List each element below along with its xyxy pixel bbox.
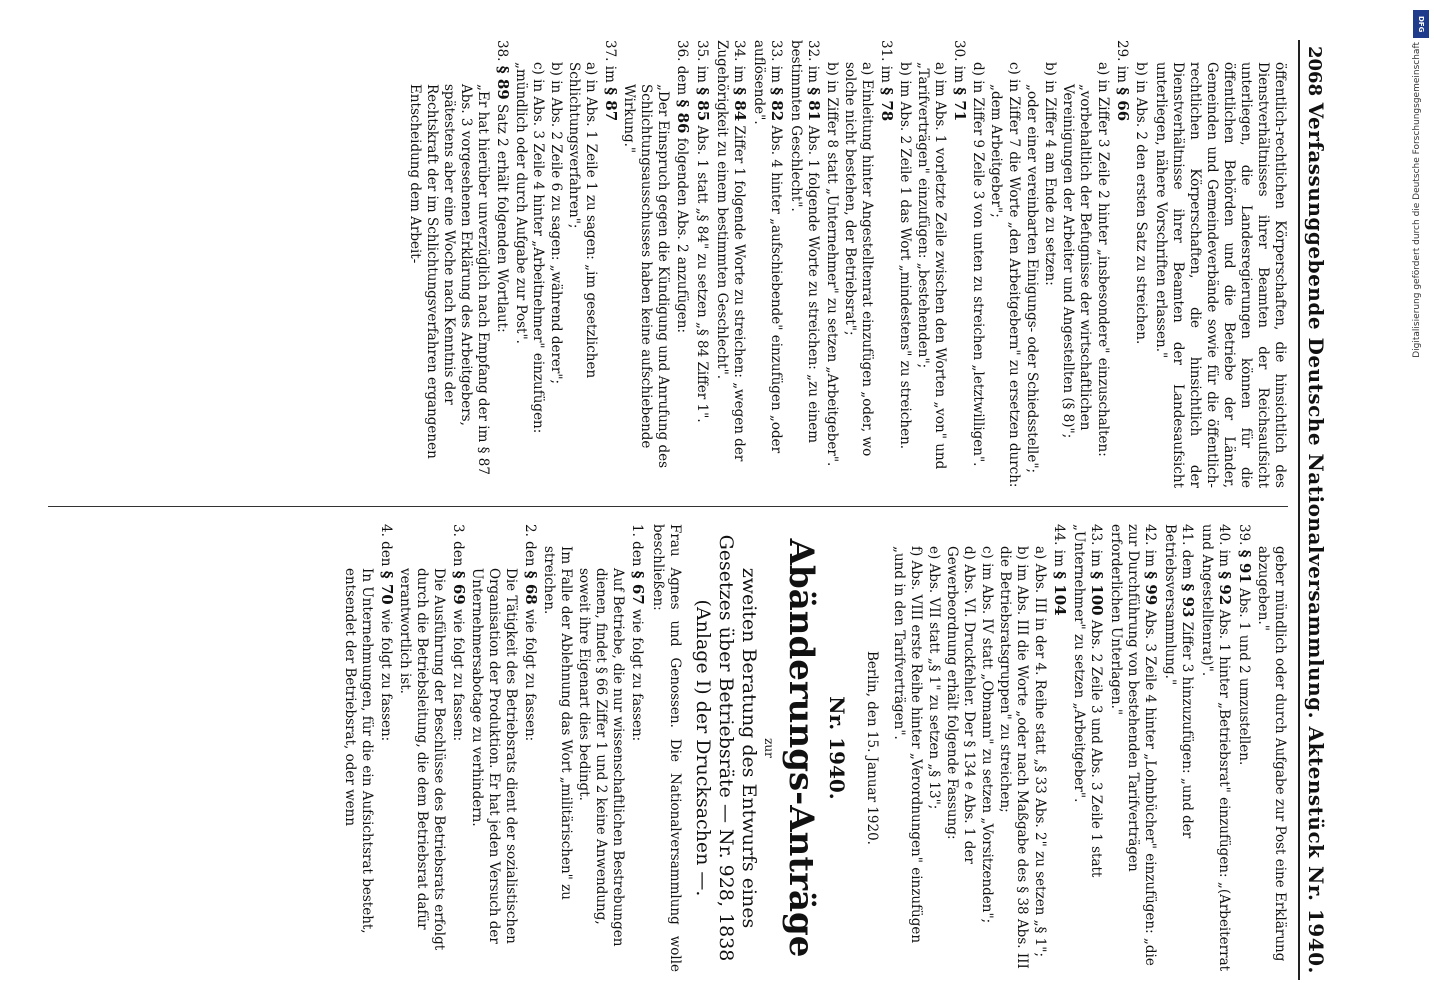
amendment-32: 32. im § 81 Abs. 1 folgende Worte zu streichen: „zu einem bestimmten Geschlecht". [788, 40, 823, 444]
paragraph: Im Falle der Ablehnung das Wort „militärischen" zu streichen. [541, 546, 574, 900]
sub-item: f) Abs. VIII erste Reihe hinter „Verordnungen" einzufügen „und in den Tarifverträgen". [891, 546, 924, 944]
document-zur: zur [762, 738, 776, 758]
sub-item: a) in Abs. 1 Zeile 1 zu sagen: „im gesetzlichen Schlichtungsverfahren"; [566, 62, 599, 379]
page-header [1298, 40, 1334, 980]
amendment-34: 34. im § 84 Ziffer 1 folgende Worte zu streichen: „wegen der Zugehörigkeit zu einem bestimmten Geschlecht". [714, 40, 749, 462]
sub-item: c) in Ziffer 7 die Worte „den Arbeitgebern" zu ersetzen durch: [1006, 62, 1022, 488]
page-number: 2068 [1304, 46, 1325, 97]
amendment-41: 41. dem § 93 Ziffer 3 hinzuzufügen: „und der Betriebsversammlung." [1162, 524, 1197, 839]
quote: „dem Arbeitgeber"; [988, 84, 1004, 218]
amendment-42: 42. im § 99 Abs. 3 Zeile 4 hinter „Lohnbücher" einzufügen: „die zur Durchführung von bestehenden Tarifverträgen erforderlichen Unterlagen." [1108, 524, 1160, 966]
sub-item: d) Abs. VI. Druckfehler. Der § 134 e Abs. 1 der Gewerbeordnung erhält folgende Fassung: [944, 546, 977, 864]
quote: „Er hat hierüber unverzüglich nach Empfang der im § 87 Abs. 3 vorgesehenen Erklärung des Arbeitgebers, spätestens aber eine Woche nach Kenntnis der Rechtskraft der im Schlichtungsverfahren ergangenen Entscheidung dem Arbeit- [407, 84, 491, 475]
sub-item: b) in Abs. 2 Zeile 6 zu sagen: „während derer"; [548, 62, 564, 385]
sub-item: d) in Ziffer 9 Zeile 3 von unten zu streichen „letztwilligen". [970, 62, 986, 467]
sub-item: e) Abs. VII statt „§ 1" zu setzen „§ 13"; [926, 546, 942, 810]
digitization-note: Digitalisierung gefördert durch die Deutsche Forschungsgemeinschaft [1412, 42, 1422, 358]
sub-item: b) im Abs. III die Worte „oder nach Maßgabe des § 38 Abs. III die Betriebsratsgruppen" zu streichen; [997, 546, 1030, 969]
paragraph: öffentlich-rechtlichen Körperschaften, die hinsichtlich des Dienstverhältnisses ihrer Beamten der Reichsaufsicht unterliegen, die Landesregierungen können für die öffentlichen Behörden und die Betriebe der Länder, Gemeinden und Gemeindeverbände sowie für die öffentlich-rechtlichen Körperschaften, die hinsichtlich der Dienstverhältnisse ihrer Beamten der Landesaufsicht unterliegen, nähere Vorschriften erlassen." [1153, 62, 1288, 488]
sub-item: b) in Ziffer 8 statt „Unternehmer" zu setzen „Arbeitgeber". [824, 62, 840, 467]
amendment-39: 39. § 91 Abs. 1 und 2 umzustellen. [1236, 524, 1254, 766]
sub-item: c) in Abs. 3 Zeile 4 hinter „Arbeitnehmer" einzufügen: „mündlich oder durch Aufgabe zur Post". [513, 62, 546, 434]
sub-item: a) in Ziffer 3 Zeile 2 hinter „insbesondere" einzuschalten: [1095, 62, 1111, 457]
document-title: Abänderungs-Anträge [781, 538, 821, 958]
scan-margin-note [1410, 8, 1432, 992]
motion-2: 2. den § 68 wie folgt zu fassen: [522, 524, 540, 742]
sub-item: a) Einleitung hinter Angestelltenrat einzufügen „oder, wo solche nicht bestehen, der Betriebsrat"; [842, 62, 875, 457]
amendment-31: 31. im § 78 [878, 40, 896, 122]
amendment-40: 40. im § 92 Abs. 1 hinter „Betriebsrat" einzufügen: „(Arbeiterrat und Angestelltenrat)". [1199, 524, 1234, 972]
scanned-page [34, 40, 1334, 980]
document-number: Nr. 1940. [825, 696, 849, 800]
motion-intro: Frau Agnes und Genossen. Die Nationalversammlung wolle beschließen: [650, 524, 683, 972]
amendment-35: 35. im § 85 Abs. 1 statt „§ 84" zu setzen „§ 84 Ziffer 1". [694, 40, 712, 423]
dfg-logo: DFG [1413, 10, 1429, 38]
sub-item: b) in Ziffer 4 am Ende zu setzen: [1042, 62, 1058, 286]
sub-item: a) Abs. III in der 4. Reihe statt „§ 33 Abs. 2" zu setzen „§ 1"; [1032, 546, 1048, 958]
document-subtitle: zweiten Beratung des Entwurfs eines Gesetzes über Betriebsräte — Nr. 928, 1838 (Anlage I) der Drucksachen —. [692, 534, 760, 962]
amendment-44: 44. im § 104 [1051, 524, 1069, 616]
quote: „Der Einspruch gegen die Kündigung und Anrufung des Schlichtungsausschusses haben keine aufschiebende Wirkung." [621, 84, 671, 469]
amendment-29: 29. im § 66 [1114, 40, 1132, 122]
amendment-30: 30. im § 71 [951, 40, 969, 122]
quote: Die Tätigkeit des Betriebsrats dient der sozialistischen Organisation der Produktion. Er hat jeden Versuch der Unternehmersabotage zu verhindern. [469, 568, 519, 944]
amendment-33: 33. im § 82 Abs. 4 hinter „aufschiebende" einzufügen „oder auflösende". [751, 40, 786, 454]
date-line: Berlin, den 15. Januar 1920. [864, 651, 880, 845]
motion-1: 1. den § 67 wie folgt zu fassen: [629, 524, 647, 742]
document-title-block [691, 524, 849, 972]
motion-3: 3. den § 69 wie folgt zu fassen: [450, 524, 468, 742]
amendment-43: 43. im § 100 Abs. 2 Zeile 3 und Abs. 3 Zeile 1 statt „Unternehmer" zu setzen „Arbeitgeber". [1071, 524, 1106, 878]
motion-4: 4. den § 70 wie folgt zu fassen: [378, 524, 396, 742]
paragraph: geber mündlich oder durch Aufgabe zur Post eine Erklärung abzugeben." [1255, 546, 1288, 962]
sub-item: b) in Abs. 2 den ersten Satz zu streichen. [1133, 62, 1149, 345]
quote: „oder einer vereinbarten Einigungs- oder Schiedsstelle"; [1024, 84, 1040, 474]
amendment-37: 37. im § 87 [602, 40, 620, 122]
amendment-36: 36. dem § 86 folgenden Abs. 2 anzufügen: [674, 40, 692, 334]
quote: In Unternehmungen, für die ein Aufsichtsrat besteht, entsendet der Betriebsrat, oder wenn [342, 568, 375, 934]
running-title: Verfassunggebende Deutsche Nationalversammlung. Aktenstück Nr. 1940. [1304, 102, 1328, 974]
sub-item: c) im Abs. IV statt „Obmann" zu setzen „Vorsitzenden"; [979, 546, 995, 924]
column-divider [48, 506, 1288, 507]
left-column [48, 40, 1288, 488]
quote: „vorbehaltlich der Befugnisse der wirtschaftlichen Vereinigungen der Arbeiter und Angestellten (§ 8)"; [1060, 84, 1093, 439]
quote: Die Ausführung der Beschlüsse des Betriebsrats erfolgt durch die Betriebsleitung, die dem Betriebsrat dafür verantwortlich ist. [397, 568, 447, 951]
sub-item: b) im Abs. 2 Zeile 1 das Wort „mindestens" zu streichen. [897, 62, 913, 450]
quote: Auf Betriebe, die nur wissenschaftlichen Bestrebungen dienen, findet § 66 Ziffer 1 und 2 keine Anwendung, soweit ihre Eigenart dies bedingt. [576, 568, 626, 947]
amendment-38: 38. § 89 Satz 2 erhält folgenden Wortlaut: [494, 40, 512, 333]
right-column [48, 524, 1288, 972]
sub-item: a) im Abs. 1 vorletzte Zeile zwischen den Worten „von" und „Tarifverträgen" einzufügen: „bestehenden"; [915, 62, 948, 470]
